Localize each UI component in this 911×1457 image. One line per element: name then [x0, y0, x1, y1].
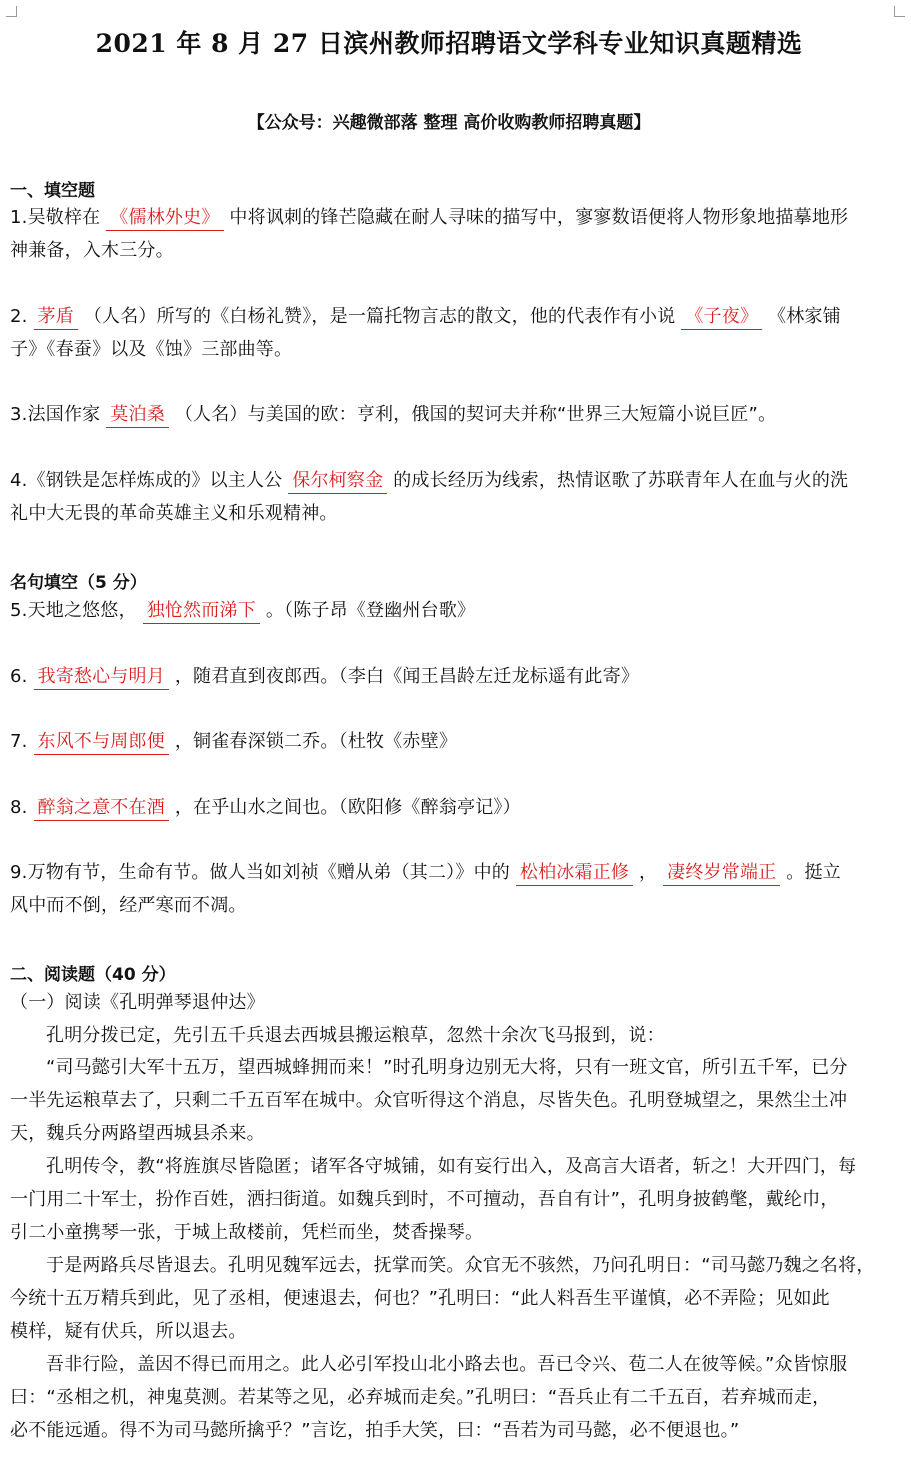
question-1-line-1: [10, 201, 888, 234]
q9-answer-2: 凄终岁常端正: [663, 861, 780, 886]
reading-line: 一半先运粮草去了，只剩二千五百军在城中。众官听得这个消息，尽皆失色。孔明登城望之，果然尘土冲: [10, 1090, 848, 1111]
q9-answer-1: 松柏冰霜正修: [516, 861, 633, 886]
question-2-line-2: 子》《春蚕》以及《蚀》三部曲等。: [10, 339, 293, 360]
question-3-line: [10, 398, 888, 431]
q3-text-b: （人名）与美国的欧：亨利，俄国的契诃夫并称“世界三大短篇小说巨匠”。: [174, 404, 777, 425]
document-title: 2021 年 8 月 27 日滨州教师招聘语文学科专业知识真题精选: [95, 29, 803, 58]
question-2-line-1: [10, 300, 888, 333]
reading-line: 于是两路兵尽皆退去。孔明见魏军远去，抚掌而笑。众官无不骇然，乃问孔明日：“司马懿乃魏之名将，: [46, 1255, 875, 1276]
q8-text-a: 8.: [10, 797, 28, 818]
q4-answer: 保尔柯察金: [288, 469, 387, 494]
reading-line: 模样，疑有伏兵，所以退去。: [10, 1321, 247, 1342]
question-6-line: [10, 660, 888, 693]
q9-text-c: 。挺立: [786, 862, 841, 883]
q2-text-b: （人名）所写的《白杨礼赞》，是一篇托物言志的散文，他的代表作有小说: [83, 306, 676, 327]
section-heading-famous-lines: 名句填空（5 分）: [10, 573, 147, 593]
page-corner-mark-left: [6, 6, 17, 17]
q2-text-c: 《林家铺: [768, 306, 841, 327]
q1-answer: 《儒林外史》: [106, 206, 223, 231]
reading-line: 吾非行险，盖因不得已而用之。此人必引军投山北小路去也。吾已令兴、苞二人在彼等候。”众皆惊服: [46, 1354, 848, 1375]
reading-line: 孔明分拨已定，先引五千兵退去西城县搬运粮草，忽然十余次飞马报到，说：: [46, 1025, 665, 1046]
q8-answer: 醉翁之意不在酒: [34, 796, 169, 821]
q2-answer-author: 茅盾: [34, 305, 78, 330]
reading-line: 孔明传令，教“将旌旗尽皆隐匿；诸军各守城铺，如有妄行出入，及高言大语者，斩之！大开四门，每: [46, 1156, 857, 1177]
q5-answer: 独怆然而涕下: [143, 599, 260, 624]
reading-line: 今统十五万精兵到此，见了丞相，便速退去，何也？”孔明曰：“此人料吾生平谨慎，必不弄险；见如此: [10, 1288, 830, 1309]
q3-text-a: 3.法国作家: [10, 404, 101, 425]
q2-text-a: 2.: [10, 306, 28, 327]
q3-answer: 莫泊桑: [106, 403, 169, 428]
q1-text-a: 1.吴敬梓在: [10, 207, 101, 228]
q5-text-a: 5.天地之悠悠，: [10, 600, 137, 621]
reading-line: 曰：“丞相之机，神鬼莫测。若某等之见，必弃城而走矣。”孔明曰：“吾兵止有二千五百，若弃城而走，: [10, 1387, 831, 1408]
question-9-line-2: 风中而不倒，经严寒而不凋。: [10, 895, 247, 916]
page-corner-mark-right: [894, 6, 905, 17]
reading-line: 天，魏兵分两路望西城县杀来。: [10, 1123, 265, 1144]
q1-text-b: 中将讽刺的锋芒隐藏在耐人寻味的描写中，寥寥数语便将人物形象地描摹地形: [229, 207, 849, 228]
q6-text-a: 6.: [10, 666, 28, 687]
question-5-line: [10, 594, 888, 627]
reading-line: 一门用二十军士，扮作百姓，洒扫街道。如魏兵到时，不可擅动，吾自有计”，孔明身披鹤氅，戴纶巾，: [10, 1189, 839, 1210]
section-heading-reading: 二、阅读题（40 分）: [10, 965, 176, 985]
q7-answer: 东风不与周郎便: [34, 730, 169, 755]
reading-line: 引二小童携琴一张，于城上敌楼前，凭栏而坐，焚香操琴。: [10, 1222, 484, 1243]
question-4-line-2: 礼中大无畏的革命英雄主义和乐观精神。: [10, 503, 338, 524]
question-8-line: [10, 791, 888, 824]
question-9-line-1: [10, 856, 888, 889]
q7-text-a: 7.: [10, 731, 28, 752]
q4-text-a: 4.《钢铁是怎样炼成的》以主人公: [10, 470, 283, 491]
source-note: 【公众号：兴趣微部落 整理 高价收购教师招聘真题】: [247, 113, 651, 133]
q9-text-a: 9.万物有节，生命有节。做人当如刘祯《赠从弟（其二）》中的: [10, 862, 510, 883]
q9-text-b: ，: [639, 862, 658, 883]
reading-subheading: （一）阅读《孔明弹琴退仲达》: [10, 992, 265, 1013]
q6-text-b: ，随君直到夜郎西。（李白《闻王昌龄左迁龙标遥有此寄》: [174, 666, 640, 687]
question-4-line-1: [10, 464, 888, 497]
section-heading-fill-blanks: 一、填空题: [10, 181, 95, 201]
q8-text-b: ，在乎山水之间也。（欧阳修《醉翁亭记》）: [174, 797, 521, 818]
q4-text-b: 的成长经历为线索，热情讴歌了苏联青年人在血与火的洗: [393, 470, 849, 491]
q7-text-b: ，铜雀春深锁二乔。（杜牧《赤壁》: [174, 731, 458, 752]
reading-line: 必不能远遁。得不为司马懿所擒乎？”言讫，拍手大笑，曰：“吾若为司马懿，必不便退也。”: [10, 1420, 740, 1441]
question-7-line: [10, 725, 888, 758]
q5-text-b: 。（陈子昂《登幽州台歌》: [265, 600, 476, 621]
reading-line: “司马懿引大军十五万，望西城蜂拥而来！”时孔明身边别无大将，只有一班文官，所引五千军，已分: [46, 1057, 848, 1078]
question-1-line-2: 神兼备，入木三分。: [10, 240, 174, 261]
q2-answer-novel: 《子夜》: [681, 305, 762, 330]
q6-answer: 我寄愁心与明月: [34, 665, 169, 690]
